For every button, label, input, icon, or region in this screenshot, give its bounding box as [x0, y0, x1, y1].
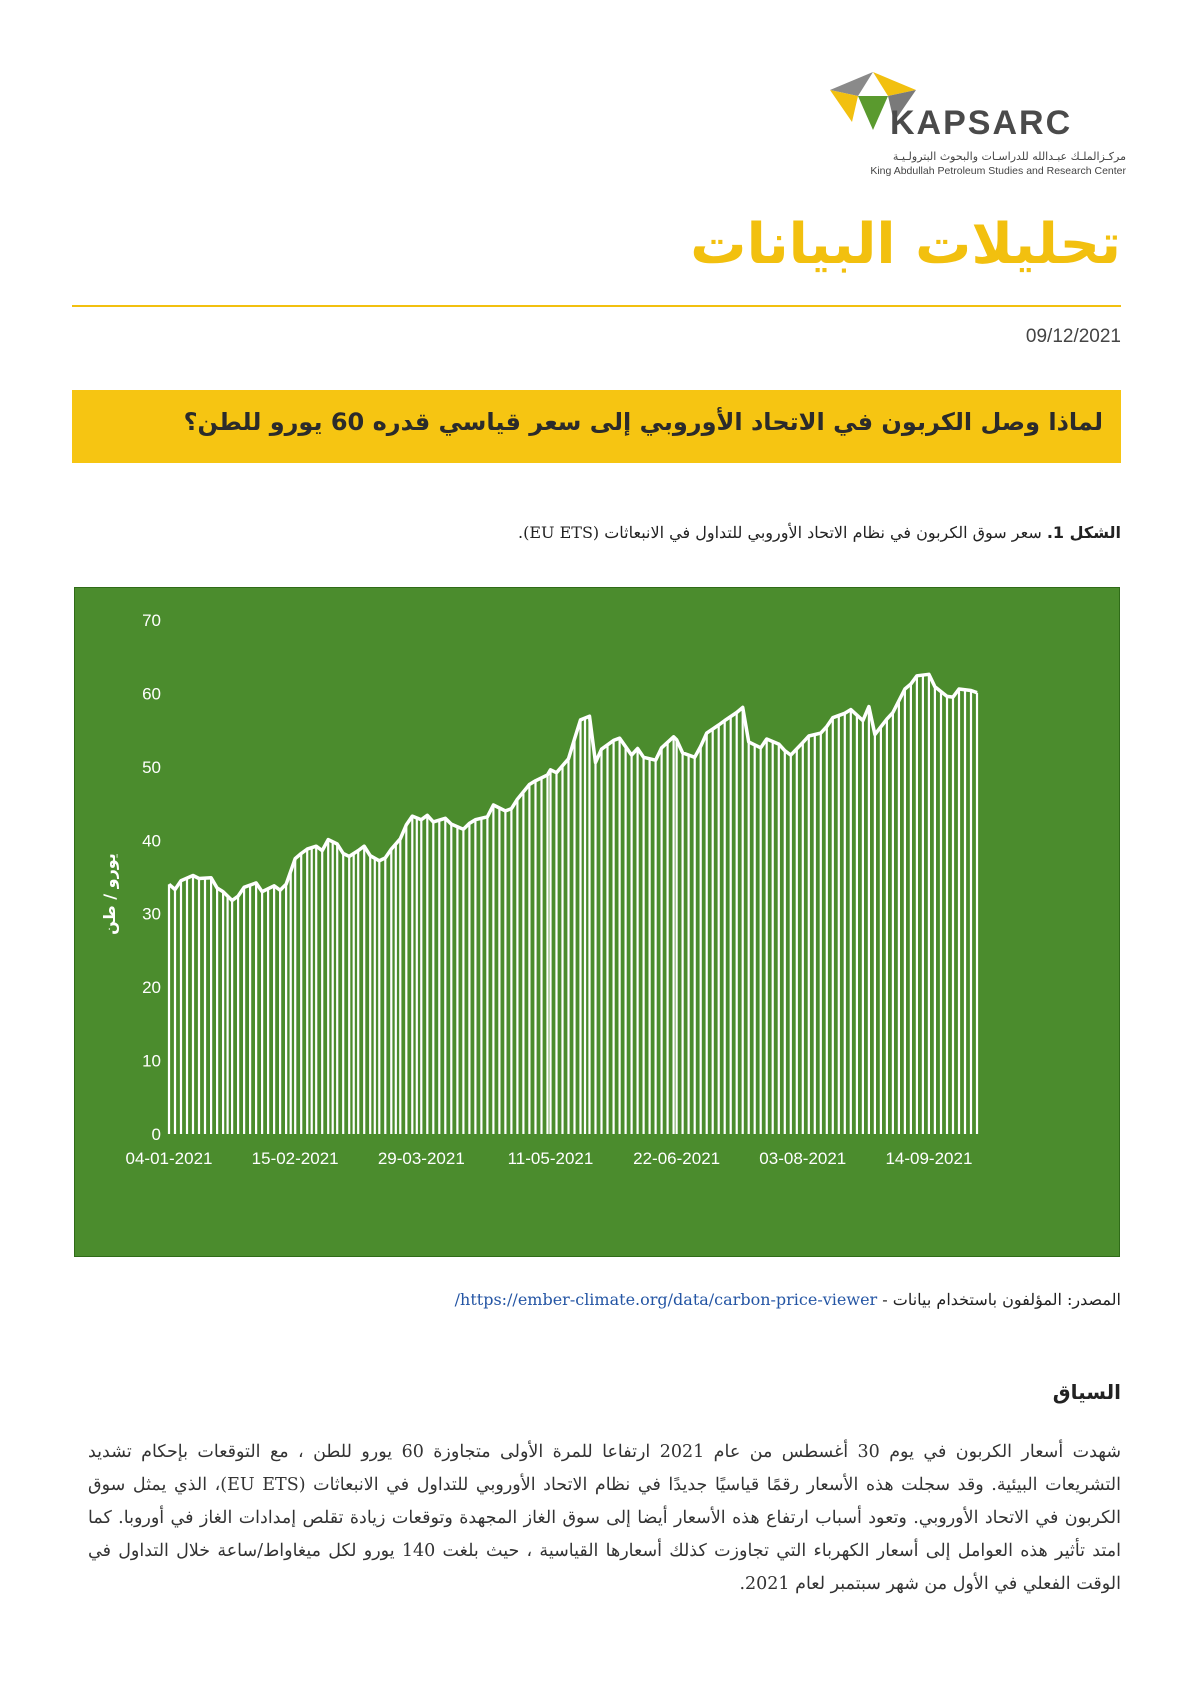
- price-bar: [255, 883, 257, 1134]
- price-bar: [736, 713, 738, 1135]
- price-bar: [874, 735, 876, 1135]
- price-bar: [868, 707, 870, 1134]
- price-bar: [880, 727, 882, 1134]
- price-bar: [306, 849, 308, 1134]
- price-bar: [838, 716, 840, 1135]
- price-bar: [922, 675, 924, 1134]
- price-bar: [336, 844, 338, 1134]
- title-divider: [72, 305, 1121, 307]
- price-bar: [168, 884, 170, 1134]
- price-bar: [916, 676, 918, 1134]
- price-bar: [231, 901, 233, 1135]
- price-bar: [940, 692, 942, 1134]
- price-bar: [390, 849, 392, 1134]
- x-tick-label: 03-08-2021: [759, 1149, 847, 1168]
- price-bar: [528, 785, 530, 1135]
- price-bar: [700, 746, 702, 1134]
- price-bar: [420, 820, 422, 1134]
- price-bar: [369, 856, 371, 1134]
- price-bar: [584, 718, 586, 1134]
- price-bar: [273, 886, 275, 1134]
- price-bar: [802, 743, 804, 1134]
- y-tick-label: 60: [142, 684, 161, 704]
- price-bar: [600, 749, 602, 1134]
- price-bar: [964, 690, 966, 1134]
- y-tick-label: 0: [151, 1125, 161, 1144]
- price-bar: [844, 713, 846, 1134]
- price-bar: [267, 889, 269, 1134]
- y-axis-ticks: [142, 611, 161, 1144]
- price-bar: [808, 736, 810, 1134]
- price-bar: [718, 725, 720, 1134]
- price-bar: [498, 808, 500, 1134]
- price-bar: [348, 856, 350, 1134]
- price-bar: [631, 755, 633, 1134]
- price-bar: [504, 811, 506, 1134]
- price-bar: [561, 766, 563, 1134]
- price-bar: [579, 720, 581, 1134]
- price-bar: [832, 718, 834, 1134]
- figure-caption: [518, 523, 1121, 542]
- price-bar: [661, 748, 663, 1134]
- source-link[interactable]: https://ember-climate.org/data/carbon-price-viewer/: [454, 1290, 878, 1309]
- price-bar: [588, 716, 590, 1134]
- price-bar: [468, 823, 470, 1134]
- figure-label: الشكل 1.: [1046, 523, 1121, 542]
- price-bar: [204, 878, 206, 1134]
- y-tick-label: 70: [142, 611, 161, 630]
- logo-english-name: King Abdullah Petroleum Studies and Research Center: [870, 165, 1126, 177]
- price-bar: [778, 744, 780, 1134]
- price-bar: [342, 854, 344, 1135]
- price-bar: [619, 738, 621, 1134]
- price-bar: [480, 818, 482, 1134]
- price-bar: [682, 753, 684, 1134]
- x-tick-label: 04-01-2021: [125, 1149, 213, 1168]
- price-bar: [378, 861, 380, 1134]
- price-bar: [820, 733, 822, 1134]
- y-axis-label: يورو / طن: [100, 853, 119, 935]
- price-bar: [796, 749, 798, 1134]
- price-bar: [928, 674, 930, 1134]
- kapsarc-logo: [828, 70, 1128, 177]
- price-bar: [384, 858, 386, 1134]
- price-bar: [862, 721, 864, 1134]
- price-bar: [405, 825, 407, 1134]
- price-bar: [321, 851, 323, 1134]
- price-bar: [327, 840, 329, 1134]
- y-tick-label: 20: [142, 978, 161, 998]
- logo-arabic-name: مركـزالملـك عبـدالله للدراسـات والبحوث البترولـيـة: [892, 150, 1126, 163]
- price-bar: [290, 872, 292, 1135]
- price-bar: [772, 742, 774, 1135]
- context-heading: السياق: [1052, 1380, 1121, 1404]
- price-bar: [374, 858, 376, 1134]
- price-bar: [910, 684, 912, 1134]
- price-bar: [760, 748, 762, 1134]
- price-bar: [712, 729, 714, 1134]
- price-bar: [730, 717, 732, 1134]
- price-bar: [294, 859, 296, 1134]
- price-bar: [357, 851, 359, 1134]
- price-bar: [192, 876, 194, 1135]
- price-bar: [416, 818, 418, 1134]
- price-bar: [237, 896, 239, 1134]
- price-bar: [227, 896, 229, 1134]
- price-bar: [748, 742, 750, 1134]
- price-bar: [898, 701, 900, 1134]
- price-bar: [886, 719, 888, 1134]
- price-bar: [784, 751, 786, 1134]
- price-bar: [474, 820, 476, 1134]
- price-bar: [198, 879, 200, 1135]
- y-tick-label: 40: [142, 831, 161, 851]
- headline-text: لماذا وصل الكربون في الاتحاد الأوروبي إلى سعر قياسي قدره 60 يورو للطن؟: [183, 408, 1103, 436]
- price-bar: [688, 755, 690, 1134]
- price-bar: [249, 885, 251, 1134]
- source-line: [455, 1290, 1121, 1309]
- price-bar: [438, 820, 440, 1134]
- y-tick-label: 30: [142, 904, 161, 924]
- price-bar: [724, 721, 726, 1134]
- price-bar: [892, 713, 894, 1135]
- publication-date: 09/12/2021: [1025, 326, 1121, 347]
- x-tick-label: 14-09-2021: [885, 1149, 973, 1168]
- price-bar: [300, 854, 302, 1135]
- price-bar: [186, 878, 188, 1134]
- price-bar: [426, 815, 428, 1134]
- price-bar: [486, 817, 488, 1134]
- price-bar: [934, 687, 936, 1134]
- x-tick-label: 29-03-2021: [377, 1149, 465, 1168]
- figure-caption-text: سعر سوق الكربون في نظام الاتحاد الأوروبي للتداول في الانبعاثات (EU ETS).: [518, 523, 1047, 542]
- price-bar: [826, 727, 828, 1135]
- price-bar: [285, 884, 287, 1134]
- price-bar: [279, 890, 281, 1134]
- y-tick-label: 10: [142, 1051, 161, 1071]
- price-bar: [510, 809, 512, 1134]
- price-bar: [606, 745, 608, 1134]
- price-bar: [742, 707, 744, 1134]
- price-bar: [904, 689, 906, 1134]
- price-bar: [766, 739, 768, 1134]
- price-bar: [655, 760, 657, 1134]
- price-bar: [549, 770, 551, 1134]
- price-bar: [856, 715, 858, 1134]
- price-bar: [522, 792, 524, 1134]
- price-bar: [754, 745, 756, 1134]
- x-tick-label: 22-06-2021: [633, 1149, 721, 1168]
- price-bar: [850, 710, 852, 1134]
- price-bar: [637, 749, 639, 1135]
- price-bar: [411, 816, 413, 1134]
- price-bar: [790, 755, 792, 1134]
- price-bar: [625, 747, 627, 1134]
- price-bar: [673, 737, 675, 1134]
- price-bar: [332, 842, 334, 1134]
- price-bar: [456, 827, 458, 1134]
- source-label: المصدر: المؤلفون باستخدام بيانات -: [882, 1290, 1121, 1309]
- headline-banner: [72, 390, 1121, 463]
- price-bar: [516, 799, 518, 1134]
- price-bar: [462, 829, 464, 1134]
- carbon-price-chart: [74, 587, 1120, 1257]
- price-bar: [399, 839, 401, 1134]
- price-bar: [667, 742, 669, 1134]
- price-bar: [363, 846, 365, 1134]
- price-bar: [444, 818, 446, 1134]
- price-bar: [958, 689, 960, 1134]
- price-bar: [594, 763, 596, 1135]
- price-bar: [706, 733, 708, 1134]
- chart-canvas: [75, 588, 1119, 1256]
- price-bar: [450, 824, 452, 1134]
- price-bar: [946, 696, 948, 1134]
- price-bar: [432, 822, 434, 1134]
- context-paragraph: شهدت أسعار الكربون في يوم 30 أغسطس من عام 2021 ارتفاعا للمرة الأولى متجاوزة 60 يورو للطن ، مع التوقعات بإحكام تشديد التشريعات البيئية. وقد سجلت هذه الأسعار رقمًا قياسيًا جديدًا في نظام الاتحاد الأوروبي للتداول في الانبعاثات (EU ETS)، الذي يمثل سوق الكربون في الاتحاد الأوروبي. وتعود أسباب ارتفاع هذه الأسعار أيضا إلى سوق الغاز المجهدة وتوقعات زيادة تقلص إمدادات الغاز في أوروبا. كما امتد تأثير هذه العوامل إلى أسعار الكهرباء التي تجاوزت كذلك أسعارها القياسية ، حيث بلغت 140 يورو لكل ميغاواط/ساعة خلال التداول في الوقت الفعلي في الأول من شهر سبتمبر لعام 2021.: [88, 1442, 1121, 1594]
- x-axis-ticks: [126, 1149, 973, 1168]
- price-bar: [676, 740, 678, 1134]
- x-tick-label: 15-02-2021: [251, 1149, 339, 1168]
- price-bar: [222, 892, 224, 1134]
- price-bar: [546, 775, 548, 1134]
- price-bar: [216, 888, 218, 1134]
- price-bar: [952, 697, 954, 1134]
- price-bar: [210, 878, 212, 1134]
- price-bar: [643, 757, 645, 1134]
- x-tick-label: 11-05-2021: [507, 1149, 594, 1168]
- logo-wordmark: KAPSARC: [890, 104, 1073, 142]
- price-bar: [573, 739, 575, 1134]
- price-bar: [970, 691, 972, 1135]
- price-bar: [174, 890, 176, 1135]
- price-bar: [492, 805, 494, 1134]
- price-bar: [555, 773, 557, 1134]
- price-bar: [613, 740, 615, 1134]
- price-bar: [534, 781, 536, 1134]
- price-bar: [976, 693, 978, 1134]
- price-bar: [243, 887, 245, 1134]
- price-bar: [180, 881, 182, 1134]
- price-bar: [395, 844, 397, 1134]
- price-bar: [311, 848, 313, 1134]
- y-tick-label: 50: [142, 757, 161, 777]
- price-bar: [353, 854, 355, 1135]
- price-bar: [649, 759, 651, 1134]
- price-bar: [814, 735, 816, 1135]
- page-title: تحليلات البيانات: [690, 212, 1121, 277]
- price-bar: [261, 892, 263, 1134]
- price-bar: [567, 759, 569, 1134]
- price-bar: [540, 778, 542, 1134]
- price-bar: [694, 757, 696, 1134]
- price-bar: [315, 846, 317, 1134]
